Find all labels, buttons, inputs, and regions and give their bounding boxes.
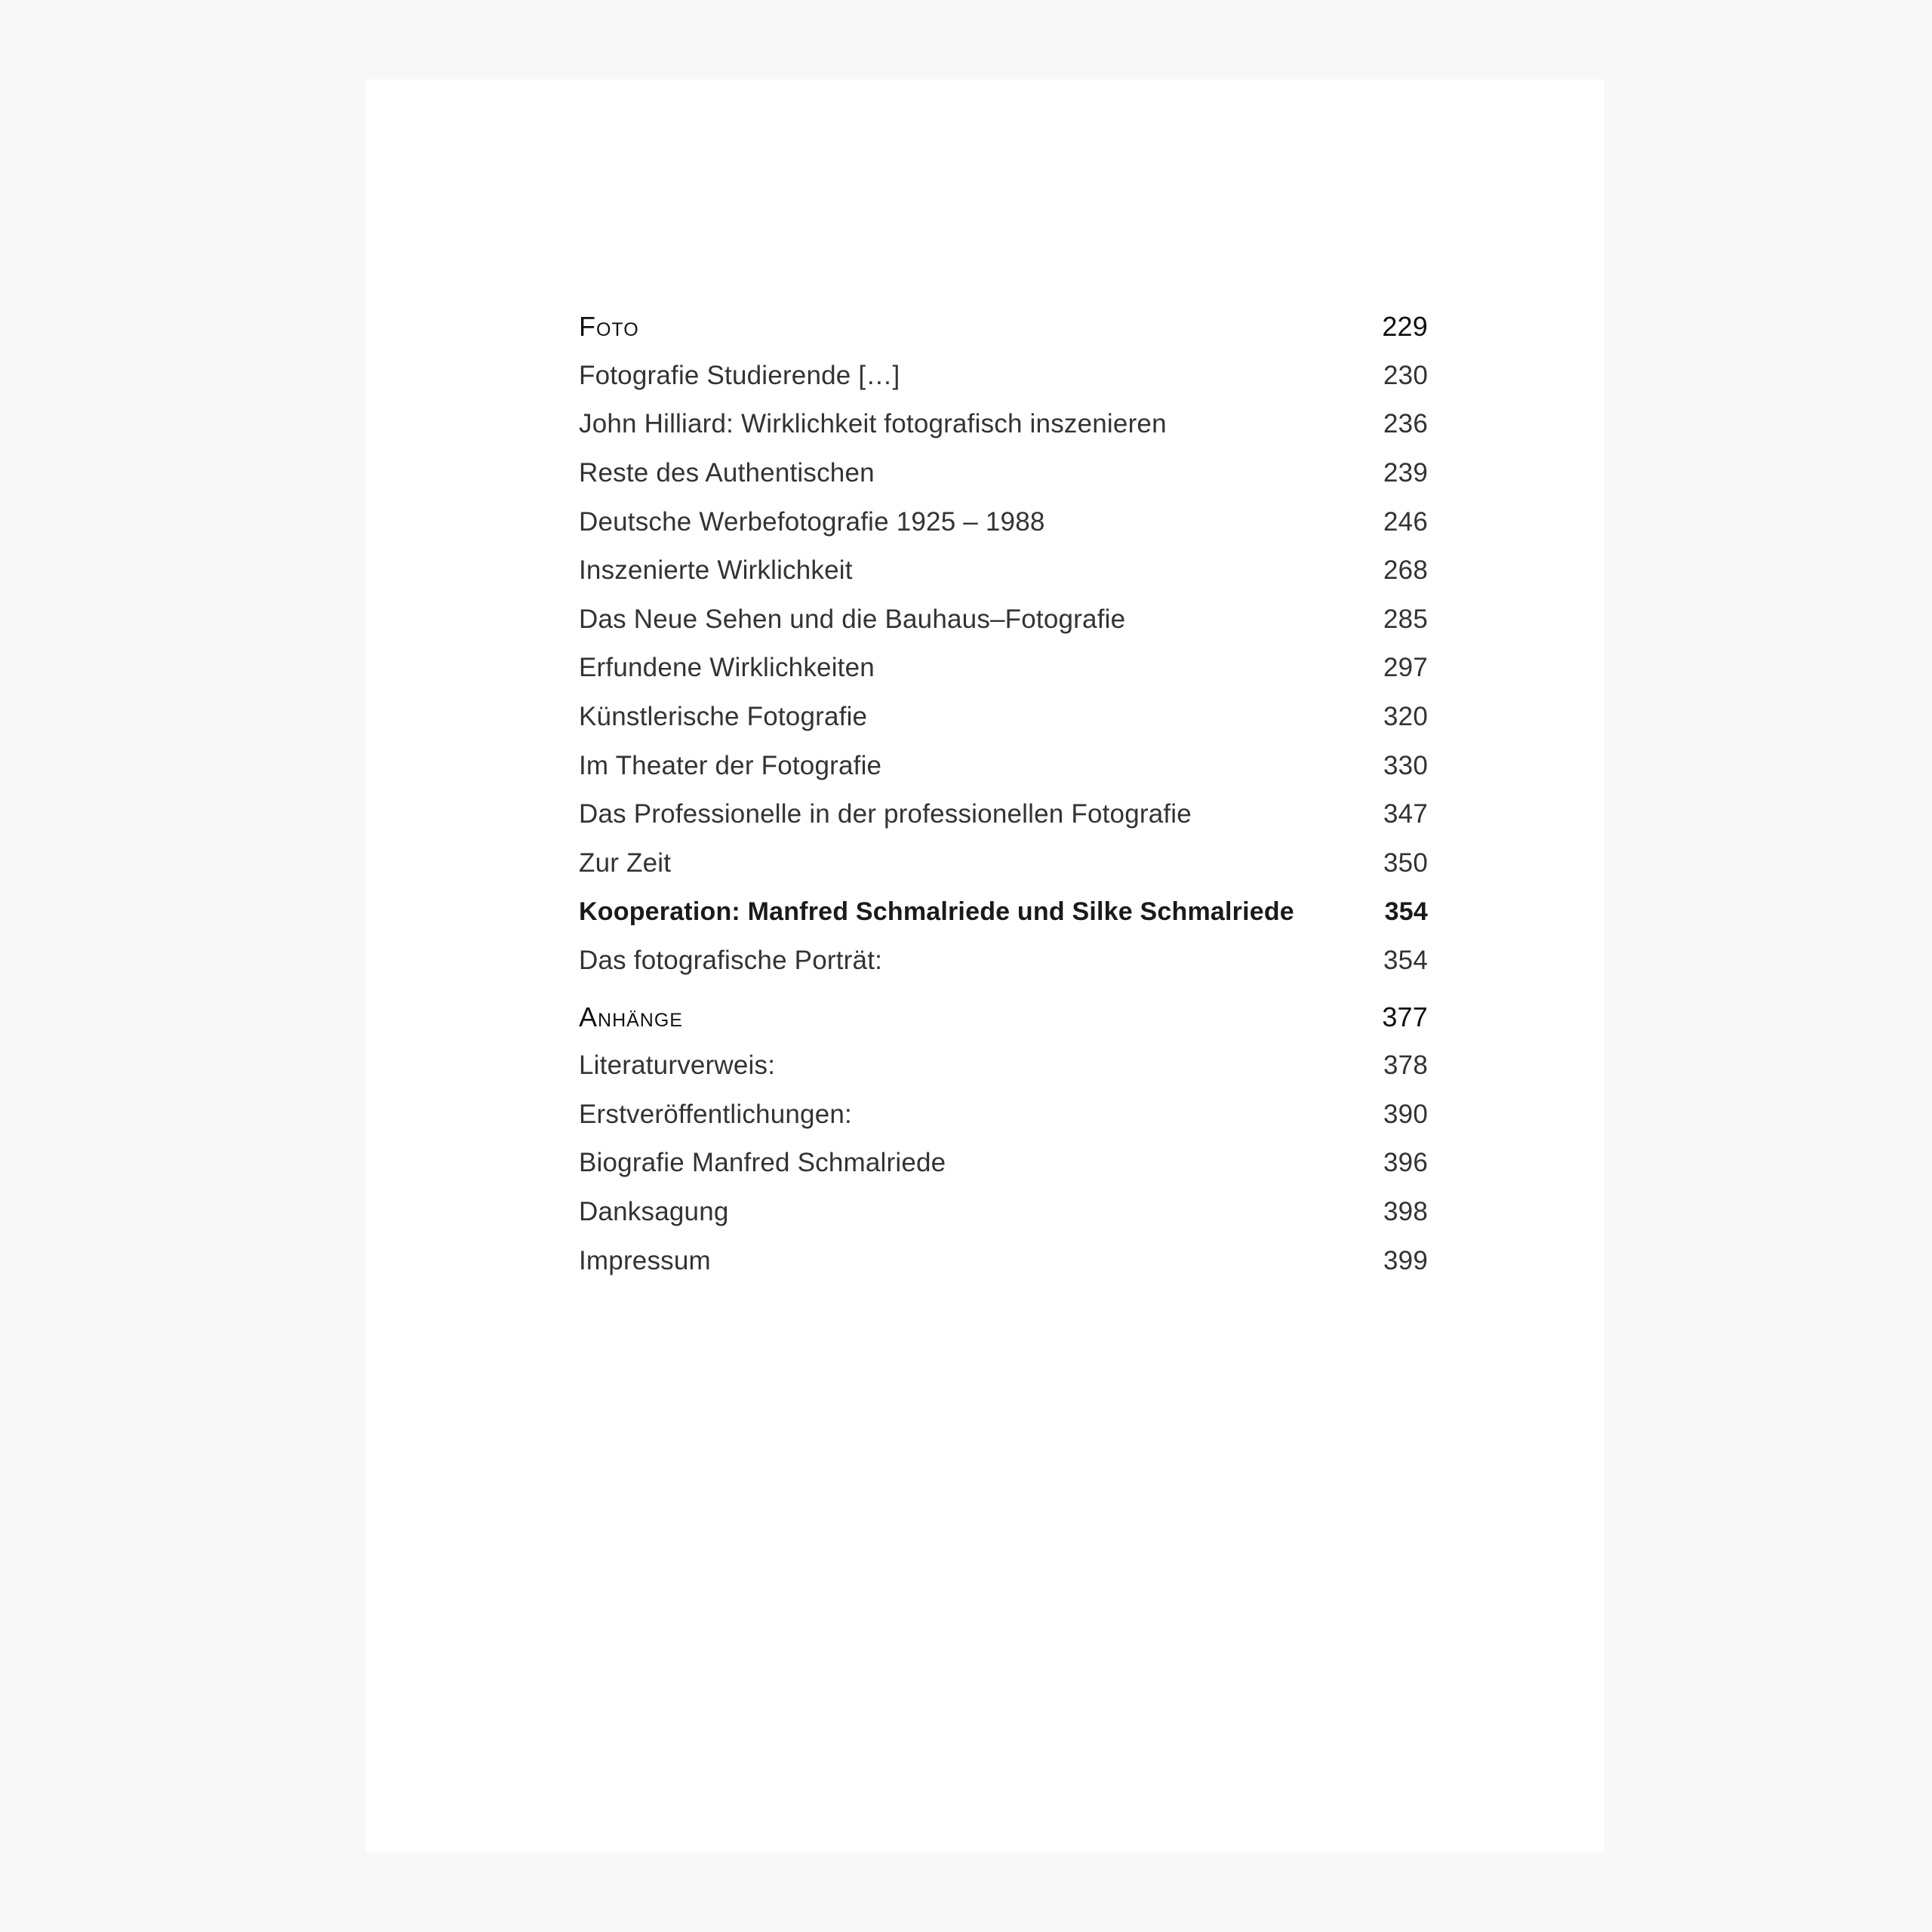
toc-entry <box>579 937 1428 986</box>
toc-entry <box>579 790 1428 839</box>
toc-entry-title: Das Neue Sehen und die Bauhaus–Fotografie <box>579 604 1126 634</box>
toc-entry-title: Zur Zeit <box>579 848 672 878</box>
toc-section-foto <box>579 303 1428 352</box>
toc-entry-title: Danksagung <box>579 1196 729 1226</box>
toc-page-number: 268 <box>1383 555 1428 586</box>
document-page <box>366 79 1604 1853</box>
toc-entry <box>579 546 1428 595</box>
toc-entry-title: Kooperation: Manfred Schmalriede und Silke Schmalriede <box>579 897 1294 926</box>
toc-page-number: 354 <box>1383 946 1428 976</box>
toc-entry-title: Anhänge <box>579 1001 683 1032</box>
toc-entry <box>579 1139 1428 1188</box>
toc-entry-title: Impressum <box>579 1245 711 1275</box>
toc-entry <box>579 839 1428 888</box>
toc-page-number: 377 <box>1382 1001 1428 1032</box>
toc-page-number: 246 <box>1383 506 1428 537</box>
toc-entry-title: Foto <box>579 311 639 343</box>
table-of-contents <box>579 303 1428 1285</box>
toc-entry <box>579 1041 1428 1091</box>
toc-entry <box>579 595 1428 645</box>
toc-entry <box>579 1236 1428 1285</box>
toc-entry-title: Literaturverweis: <box>579 1051 776 1081</box>
toc-entry-title: Erfundene Wirklichkeiten <box>579 653 875 683</box>
toc-page-number: 236 <box>1383 409 1428 439</box>
toc-entry-title: Biografie Manfred Schmalriede <box>579 1148 946 1178</box>
toc-page-number: 350 <box>1383 848 1428 878</box>
toc-page-number: 354 <box>1384 897 1428 926</box>
toc-entry-title: Erstveröffentlichungen: <box>579 1099 852 1129</box>
toc-section-anhaenge <box>579 992 1428 1041</box>
toc-entry-title: Deutsche Werbefotografie 1925 – 1988 <box>579 506 1045 537</box>
toc-entry <box>579 497 1428 546</box>
toc-entry <box>579 1091 1428 1140</box>
toc-entry <box>579 644 1428 693</box>
toc-entry-title: Inszenierte Wirklichkeit <box>579 555 853 586</box>
toc-entry <box>579 352 1428 401</box>
toc-page-number: 390 <box>1383 1099 1428 1129</box>
toc-entry-title: Das Professionelle in der professionellen Fotografie <box>579 799 1192 829</box>
toc-entry-title: Künstlerische Fotografie <box>579 702 868 732</box>
toc-page-number: 230 <box>1383 360 1428 390</box>
toc-entry <box>579 1188 1428 1237</box>
toc-entry-title: Das fotografische Porträt: <box>579 946 883 976</box>
toc-page-number: 229 <box>1382 311 1428 343</box>
toc-entry-title: Fotografie Studierende […] <box>579 360 900 390</box>
toc-page-number: 239 <box>1383 458 1428 488</box>
toc-entry-title: Im Theater der Fotografie <box>579 750 882 780</box>
toc-page-number: 330 <box>1383 750 1428 780</box>
toc-page-number: 320 <box>1383 702 1428 732</box>
toc-page-number: 285 <box>1383 604 1428 634</box>
toc-entry <box>579 693 1428 742</box>
toc-page-number: 297 <box>1383 653 1428 683</box>
toc-entry-kooperation <box>579 888 1428 937</box>
toc-entry-title: John Hilliard: Wirklichkeit fotografisch inszenieren <box>579 409 1167 439</box>
toc-entry <box>579 449 1428 498</box>
toc-entry <box>579 400 1428 449</box>
toc-entry-title: Reste des Authentischen <box>579 458 875 488</box>
toc-page-number: 398 <box>1383 1196 1428 1226</box>
toc-page-number: 347 <box>1383 799 1428 829</box>
toc-page-number: 378 <box>1383 1051 1428 1081</box>
toc-page-number: 396 <box>1383 1148 1428 1178</box>
toc-entry <box>579 741 1428 790</box>
toc-page-number: 399 <box>1383 1245 1428 1275</box>
